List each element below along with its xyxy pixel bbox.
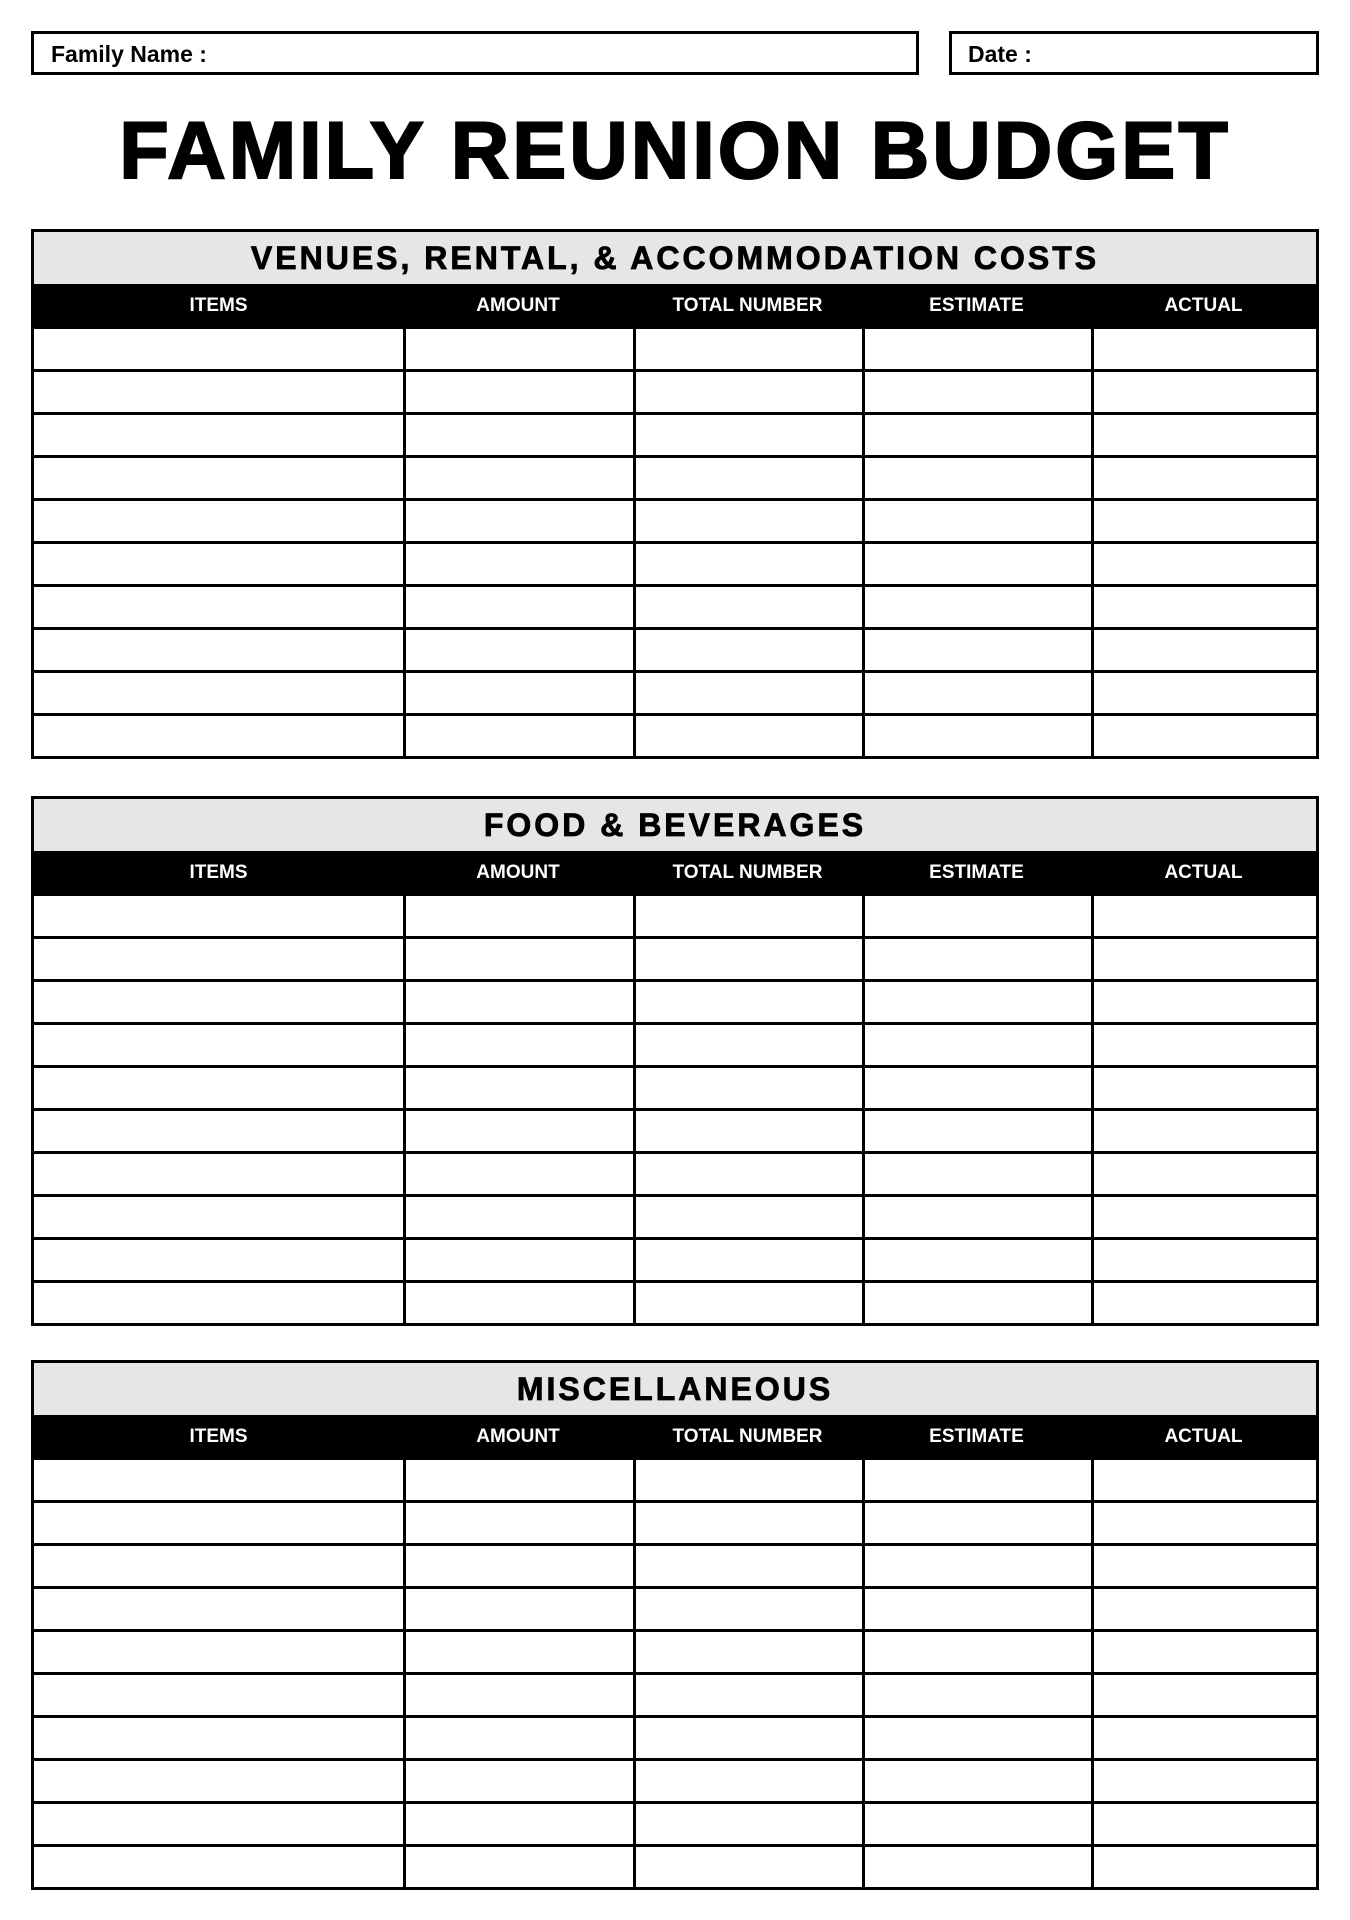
table-row — [34, 713, 1316, 756]
cell-actual[interactable] — [1091, 415, 1316, 455]
cell-total-number[interactable] — [633, 939, 862, 979]
cell-estimate[interactable] — [862, 1283, 1091, 1323]
cell-actual[interactable] — [1091, 982, 1316, 1022]
date-field[interactable] — [949, 31, 1319, 75]
cell-amount[interactable] — [403, 1503, 633, 1543]
cell-total-number[interactable] — [633, 716, 862, 756]
cell-items[interactable] — [34, 415, 403, 455]
table-body — [34, 896, 1316, 1323]
cell-estimate[interactable] — [862, 896, 1091, 936]
cell-estimate[interactable] — [862, 587, 1091, 627]
cell-amount[interactable] — [403, 1240, 633, 1280]
table-row — [34, 1194, 1316, 1237]
cell-estimate[interactable] — [862, 1025, 1091, 1065]
family-name-label: Family Name : — [51, 41, 207, 67]
table-body — [34, 329, 1316, 756]
table-row — [34, 627, 1316, 670]
cell-total-number[interactable] — [633, 1068, 862, 1108]
table-row — [34, 329, 1316, 369]
cell-total-number[interactable] — [633, 544, 862, 584]
table-row — [34, 936, 1316, 979]
section-venues — [31, 229, 1319, 759]
cell-amount[interactable] — [403, 1546, 633, 1586]
cell-estimate[interactable] — [862, 1761, 1091, 1801]
cell-estimate[interactable] — [862, 501, 1091, 541]
cell-total-number[interactable] — [633, 1111, 862, 1151]
cell-actual[interactable] — [1091, 1460, 1316, 1500]
cell-total-number[interactable] — [633, 1718, 862, 1758]
column-header-estimate: ESTIMATE — [929, 862, 1024, 883]
table-row — [34, 1237, 1316, 1280]
cell-items[interactable] — [34, 1632, 403, 1672]
cell-estimate[interactable] — [862, 1675, 1091, 1715]
cell-actual[interactable] — [1091, 1025, 1316, 1065]
cell-estimate[interactable] — [862, 329, 1091, 369]
cell-total-number[interactable] — [633, 1632, 862, 1672]
cell-total-number[interactable] — [633, 630, 862, 670]
table-row — [34, 369, 1316, 412]
cell-actual[interactable] — [1091, 1240, 1316, 1280]
section-title: VENUES, RENTAL, & ACCOMMODATION COSTS — [34, 232, 1316, 284]
cell-total-number[interactable] — [633, 1197, 862, 1237]
table-row — [34, 979, 1316, 1022]
cell-total-number[interactable] — [633, 458, 862, 498]
cell-amount[interactable] — [403, 372, 633, 412]
cell-actual[interactable] — [1091, 1589, 1316, 1629]
cell-amount[interactable] — [403, 1847, 633, 1887]
cell-total-number[interactable] — [633, 1460, 862, 1500]
cell-actual[interactable] — [1091, 372, 1316, 412]
section-miscellaneous — [31, 1360, 1319, 1890]
family-name-field[interactable] — [31, 31, 919, 75]
cell-total-number[interactable] — [633, 673, 862, 713]
cell-estimate[interactable] — [862, 1632, 1091, 1672]
table-row — [34, 455, 1316, 498]
cell-estimate[interactable] — [862, 673, 1091, 713]
cell-amount[interactable] — [403, 544, 633, 584]
column-header-row — [34, 1415, 1316, 1460]
cell-estimate[interactable] — [862, 1589, 1091, 1629]
cell-estimate[interactable] — [862, 1804, 1091, 1844]
cell-actual[interactable] — [1091, 1632, 1316, 1672]
cell-items[interactable] — [34, 630, 403, 670]
column-header-actual: ACTUAL — [1164, 295, 1243, 316]
cell-items[interactable] — [34, 939, 403, 979]
cell-estimate[interactable] — [862, 1718, 1091, 1758]
table-row — [34, 670, 1316, 713]
cell-actual[interactable] — [1091, 1111, 1316, 1151]
cell-amount[interactable] — [403, 1632, 633, 1672]
cell-total-number[interactable] — [633, 415, 862, 455]
table-row — [34, 1629, 1316, 1672]
cell-amount[interactable] — [403, 896, 633, 936]
table-row — [34, 1500, 1316, 1543]
cell-total-number[interactable] — [633, 1283, 862, 1323]
cell-estimate[interactable] — [862, 716, 1091, 756]
column-header-items: ITEMS — [189, 862, 248, 883]
cell-actual[interactable] — [1091, 1718, 1316, 1758]
cell-total-number[interactable] — [633, 1847, 862, 1887]
table-row — [34, 1460, 1316, 1500]
cell-amount[interactable] — [403, 1154, 633, 1194]
cell-estimate[interactable] — [862, 415, 1091, 455]
column-header-amount: AMOUNT — [476, 862, 560, 883]
cell-total-number[interactable] — [633, 329, 862, 369]
cell-items[interactable] — [34, 1154, 403, 1194]
cell-actual[interactable] — [1091, 716, 1316, 756]
page-title: FAMILY REUNION BUDGET — [119, 106, 1231, 196]
cell-estimate[interactable] — [862, 1111, 1091, 1151]
cell-amount[interactable] — [403, 587, 633, 627]
table-row — [34, 896, 1316, 936]
cell-items[interactable] — [34, 1546, 403, 1586]
cell-total-number[interactable] — [633, 1240, 862, 1280]
cell-items[interactable] — [34, 716, 403, 756]
table-row — [34, 541, 1316, 584]
cell-actual[interactable] — [1091, 896, 1316, 936]
cell-actual[interactable] — [1091, 1154, 1316, 1194]
cell-estimate[interactable] — [862, 1240, 1091, 1280]
cell-estimate[interactable] — [862, 982, 1091, 1022]
column-header-actual: ACTUAL — [1164, 1426, 1243, 1447]
cell-amount[interactable] — [403, 458, 633, 498]
cell-estimate[interactable] — [862, 1460, 1091, 1500]
section-food-beverages — [31, 796, 1319, 1326]
cell-actual[interactable] — [1091, 1675, 1316, 1715]
cell-total-number[interactable] — [633, 1154, 862, 1194]
cell-items[interactable] — [34, 1847, 403, 1887]
cell-actual[interactable] — [1091, 1847, 1316, 1887]
column-header-total-number: TOTAL NUMBER — [672, 295, 823, 316]
cell-items[interactable] — [34, 1240, 403, 1280]
cell-actual[interactable] — [1091, 329, 1316, 369]
column-header-amount: AMOUNT — [476, 1426, 560, 1447]
table-row — [34, 1543, 1316, 1586]
cell-estimate[interactable] — [862, 939, 1091, 979]
cell-actual[interactable] — [1091, 673, 1316, 713]
section-title: MISCELLANEOUS — [34, 1363, 1316, 1415]
cell-actual[interactable] — [1091, 939, 1316, 979]
table-row — [34, 1844, 1316, 1887]
table-row — [34, 1022, 1316, 1065]
cell-total-number[interactable] — [633, 1589, 862, 1629]
cell-amount[interactable] — [403, 630, 633, 670]
cell-items[interactable] — [34, 587, 403, 627]
cell-estimate[interactable] — [862, 1503, 1091, 1543]
column-header-actual: ACTUAL — [1164, 862, 1243, 883]
cell-actual[interactable] — [1091, 1546, 1316, 1586]
cell-amount[interactable] — [403, 501, 633, 541]
column-header-total-number: TOTAL NUMBER — [672, 862, 823, 883]
cell-items[interactable] — [34, 673, 403, 713]
date-label: Date : — [968, 41, 1032, 67]
cell-amount[interactable] — [403, 1025, 633, 1065]
cell-actual[interactable] — [1091, 501, 1316, 541]
cell-items[interactable] — [34, 1718, 403, 1758]
cell-estimate[interactable] — [862, 630, 1091, 670]
cell-items[interactable] — [34, 1068, 403, 1108]
table-row — [34, 1715, 1316, 1758]
cell-items[interactable] — [34, 544, 403, 584]
cell-total-number[interactable] — [633, 587, 862, 627]
section-title: FOOD & BEVERAGES — [34, 799, 1316, 851]
cell-estimate[interactable] — [862, 1068, 1091, 1108]
cell-items[interactable] — [34, 329, 403, 369]
table-row — [34, 1672, 1316, 1715]
cell-items[interactable] — [34, 896, 403, 936]
cell-total-number[interactable] — [633, 982, 862, 1022]
table-row — [34, 1151, 1316, 1194]
cell-amount[interactable] — [403, 982, 633, 1022]
cell-total-number[interactable] — [633, 372, 862, 412]
cell-estimate[interactable] — [862, 544, 1091, 584]
cell-items[interactable] — [34, 1804, 403, 1844]
column-header-row — [34, 284, 1316, 329]
cell-items[interactable] — [34, 501, 403, 541]
cell-total-number[interactable] — [633, 896, 862, 936]
cell-total-number[interactable] — [633, 1025, 862, 1065]
cell-amount[interactable] — [403, 1283, 633, 1323]
cell-items[interactable] — [34, 1197, 403, 1237]
table-row — [34, 1586, 1316, 1629]
column-header-amount: AMOUNT — [476, 295, 560, 316]
cell-items[interactable] — [34, 1460, 403, 1500]
cell-actual[interactable] — [1091, 630, 1316, 670]
cell-amount[interactable] — [403, 1197, 633, 1237]
cell-amount[interactable] — [403, 1589, 633, 1629]
cell-estimate[interactable] — [862, 1197, 1091, 1237]
column-header-estimate: ESTIMATE — [929, 1426, 1024, 1447]
table-row — [34, 1801, 1316, 1844]
cell-amount[interactable] — [403, 1675, 633, 1715]
cell-items[interactable] — [34, 458, 403, 498]
cell-amount[interactable] — [403, 716, 633, 756]
cell-items[interactable] — [34, 1283, 403, 1323]
cell-amount[interactable] — [403, 329, 633, 369]
cell-items[interactable] — [34, 1503, 403, 1543]
cell-total-number[interactable] — [633, 1761, 862, 1801]
column-header-items: ITEMS — [189, 1426, 248, 1447]
table-row — [34, 1280, 1316, 1323]
cell-total-number[interactable] — [633, 1546, 862, 1586]
cell-items[interactable] — [34, 1111, 403, 1151]
cell-actual[interactable] — [1091, 587, 1316, 627]
cell-actual[interactable] — [1091, 1068, 1316, 1108]
cell-estimate[interactable] — [862, 372, 1091, 412]
cell-actual[interactable] — [1091, 544, 1316, 584]
cell-amount[interactable] — [403, 1111, 633, 1151]
table-row — [34, 1108, 1316, 1151]
cell-actual[interactable] — [1091, 1197, 1316, 1237]
cell-amount[interactable] — [403, 673, 633, 713]
table-body — [34, 1460, 1316, 1887]
cell-amount[interactable] — [403, 415, 633, 455]
cell-total-number[interactable] — [633, 1503, 862, 1543]
cell-items[interactable] — [34, 372, 403, 412]
cell-actual[interactable] — [1091, 1283, 1316, 1323]
cell-amount[interactable] — [403, 1718, 633, 1758]
cell-amount[interactable] — [403, 939, 633, 979]
cell-estimate[interactable] — [862, 1154, 1091, 1194]
cell-actual[interactable] — [1091, 1503, 1316, 1543]
cell-estimate[interactable] — [862, 458, 1091, 498]
table-row — [34, 498, 1316, 541]
cell-actual[interactable] — [1091, 458, 1316, 498]
cell-amount[interactable] — [403, 1804, 633, 1844]
table-row — [34, 1758, 1316, 1801]
cell-total-number[interactable] — [633, 501, 862, 541]
cell-items[interactable] — [34, 1675, 403, 1715]
cell-total-number[interactable] — [633, 1675, 862, 1715]
column-header-total-number: TOTAL NUMBER — [672, 1426, 823, 1447]
cell-amount[interactable] — [403, 1460, 633, 1500]
table-row — [34, 412, 1316, 455]
cell-items[interactable] — [34, 1761, 403, 1801]
cell-actual[interactable] — [1091, 1804, 1316, 1844]
cell-actual[interactable] — [1091, 1761, 1316, 1801]
cell-estimate[interactable] — [862, 1546, 1091, 1586]
cell-amount[interactable] — [403, 1068, 633, 1108]
column-header-estimate: ESTIMATE — [929, 295, 1024, 316]
cell-items[interactable] — [34, 982, 403, 1022]
column-header-items: ITEMS — [189, 295, 248, 316]
cell-estimate[interactable] — [862, 1847, 1091, 1887]
cell-items[interactable] — [34, 1589, 403, 1629]
column-header-row — [34, 851, 1316, 896]
table-row — [34, 584, 1316, 627]
cell-amount[interactable] — [403, 1761, 633, 1801]
cell-total-number[interactable] — [633, 1804, 862, 1844]
cell-items[interactable] — [34, 1025, 403, 1065]
table-row — [34, 1065, 1316, 1108]
